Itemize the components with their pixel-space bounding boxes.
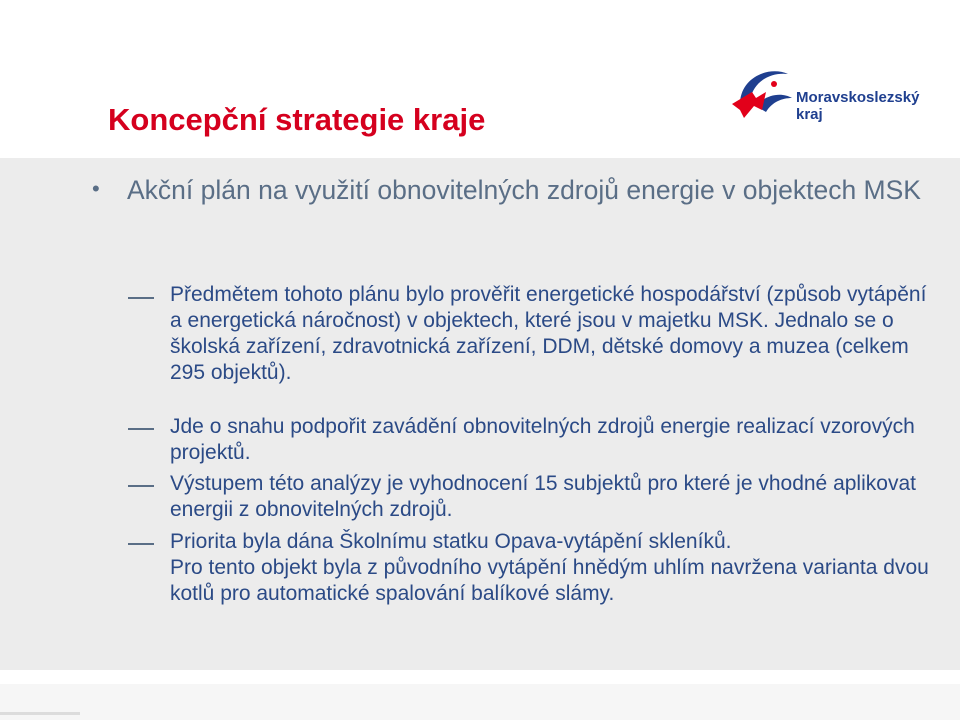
dash-icon [128,485,154,487]
slide-title: Koncepční strategie kraje [108,102,486,137]
logo-line-1: Moravskoslezský [796,89,920,106]
dash-icon [128,428,154,430]
sub-point-4: Priorita byla dána Školnímu statku Opava-vytápění skleníků. [170,530,732,553]
footer-band [0,684,960,720]
region-emblem-icon [726,62,800,124]
logo-wordmark [796,89,919,123]
footer-divider [0,712,80,715]
main-bullet-text: Akční plán na využití obnovitelných zdrojů energie v objektech MSK [127,175,921,205]
sub-point-3: Výstupem této analýzy je vyhodnocení 15 subjektů pro které je vhodné aplikovat energii z obnovitelných zdrojů. [170,472,916,521]
sub-point-2: Jde o snahu podpořit zavádění obnovitelných zdrojů energie realizací vzorových projektů. [170,415,915,464]
dash-icon [128,543,154,545]
bullet-icon: • [92,176,100,201]
logo-line-2: kraj [796,106,823,123]
sub-point-1: Předmětem tohoto plánu bylo prověřit energetické hospodářství (způsob vytápění a energetická náročnost) v objektech, které jsou v majetku MSK. Jednalo se o školská zařízení, zdravotnická zařízení, DDM, dětské domovy a muzea (celkem 295 objektů). [170,283,927,384]
dash-icon [128,297,154,299]
continuation-text: Pro tento objekt byla z původního vytápění hnědým uhlím navržena varianta dvou kotlů pro automatické spalování balíkové slámy. [170,556,929,605]
region-logo [726,62,926,124]
